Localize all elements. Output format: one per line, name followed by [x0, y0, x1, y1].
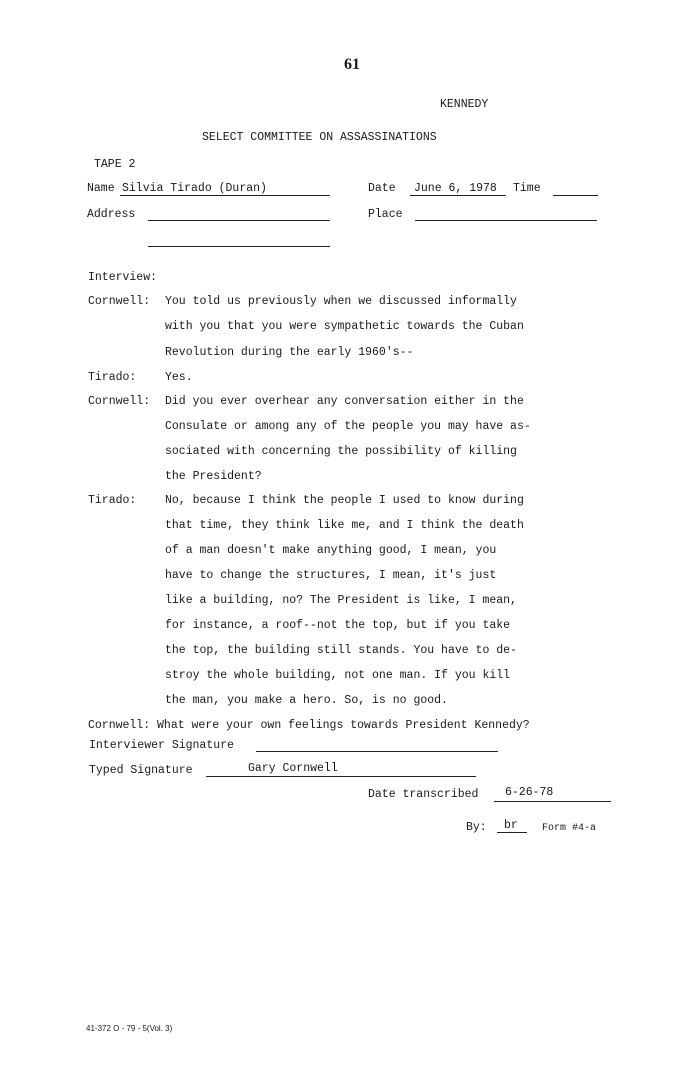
- transcript-line: like a building, no? The President is like, I mean,: [165, 594, 517, 607]
- tape-label: TAPE 2: [94, 158, 136, 171]
- transcript-line: have to change the structures, I mean, it's just: [165, 569, 497, 582]
- transcript-line: Revolution during the early 1960's--: [165, 346, 414, 359]
- speaker-label: Cornwell:: [88, 395, 151, 408]
- transcript-line: sociated with concerning the possibility of killing: [165, 445, 517, 458]
- time-underline: [553, 195, 598, 196]
- typed-signature-line: [206, 776, 476, 777]
- transcript-line: stroy the whole building, not one man. If you kill: [165, 669, 511, 682]
- date-underline: [410, 195, 506, 196]
- time-label: Time: [513, 182, 541, 195]
- place-underline: [415, 220, 597, 221]
- place-label: Place: [368, 208, 403, 221]
- transcript-line: the President?: [165, 470, 262, 483]
- footer-code: 41-372 O - 79 - 5(Vol. 3): [86, 1024, 173, 1033]
- last-question: Cornwell: What were your own feelings towards President Kennedy?: [88, 719, 530, 732]
- transcript-line: that time, they think like me, and I think the death: [165, 519, 524, 532]
- speaker-label: Tirado:: [88, 371, 137, 384]
- by-underline: [497, 832, 527, 833]
- transcript-line: of a man doesn't make anything good, I mean, you: [165, 544, 497, 557]
- interviewer-signature-line: [256, 751, 498, 752]
- speaker-label: Tirado:: [88, 494, 137, 507]
- page-number: 61: [344, 56, 360, 73]
- interview-label: Interview:: [88, 271, 158, 284]
- typed-signature-label: Typed Signature: [89, 764, 193, 777]
- name-underline: [120, 195, 330, 196]
- form-label: Form #4-a: [542, 823, 597, 834]
- typed-signature-value: Gary Cornwell: [248, 762, 338, 775]
- transcript-line: the top, the building still stands. You have to de-: [165, 644, 517, 657]
- date-transcribed-label: Date transcribed: [368, 788, 479, 801]
- transcript-line: with you that you were sympathetic towards the Cuban: [165, 320, 524, 333]
- name-label: Name: [87, 182, 115, 195]
- date-transcribed-line: [494, 801, 611, 802]
- by-label: By:: [466, 821, 487, 834]
- name-value: Silvia Tirado (Duran): [122, 182, 267, 195]
- address-label: Address: [87, 208, 136, 221]
- committee-title: SELECT COMMITTEE ON ASSASSINATIONS: [202, 131, 437, 144]
- date-value: June 6, 1978: [414, 182, 497, 195]
- by-value: br: [504, 819, 518, 832]
- transcript-line: Yes.: [165, 371, 193, 384]
- transcript-line: for instance, a roof--not the top, but if you take: [165, 619, 511, 632]
- speaker-label: Cornwell:: [88, 295, 151, 308]
- interviewer-signature-label: Interviewer Signature: [89, 739, 234, 752]
- transcript-line: No, because I think the people I used to know during: [165, 494, 524, 507]
- address-underline-2: [148, 246, 330, 247]
- address-underline: [148, 220, 330, 221]
- date-label: Date: [368, 182, 396, 195]
- date-transcribed-value: 6-26-78: [505, 786, 554, 799]
- transcript-line: You told us previously when we discussed informally: [165, 295, 517, 308]
- transcript-line: Did you ever overhear any conversation either in the: [165, 395, 524, 408]
- transcript-line: the man, you make a hero. So, is no good.: [165, 694, 448, 707]
- header-kennedy: KENNEDY: [440, 98, 489, 111]
- transcript-line: Consulate or among any of the people you may have as-: [165, 420, 531, 433]
